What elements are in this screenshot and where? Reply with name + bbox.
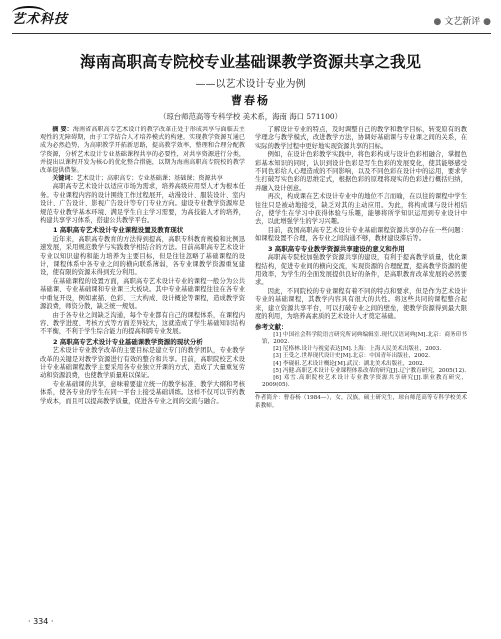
page-header [12,6,491,34]
header-rule [12,33,491,34]
intro-paragraph: 高职高专艺术设计以适应市场为需求，培养高级应用型人才为根本任务。专业课程内容的设计围绕工作过程展开，动漫设计、服装设计、室内设计、广告设计、影视广告设计等专门专业方向。建设专业教学资源库是规范专业教学基本环境、满足学生自主学习需要，为高技能人才的培养，构建共享学习体系，搭建公共教学平台。 [40,183,245,225]
body-paragraph: 专业基础课的共享，意味着要建立统一的教学标准、教学大纲和考核体系，使各专业的学生在同一平台上接受基础训练。这样不仅可以节约教学成本，而且可以提高教学质量，促进各专业之间的交流与融合。 [40,380,245,405]
page-number: · 334 · [28,617,54,626]
body-paragraph: 目前，我国高职高专艺术设计专业基础课程资源共享仍存在一些问题：如课程设置不合理，各专业之间沟通不够，教材建设滞后等。 [255,226,467,243]
author-bio: 作者简介：曹春杨（1984—），女，汉族，硕士研究生，琼台师范高等专科学校美术系教师。 [255,392,467,409]
abstract-text: 海南省高职高专艺术设计的教学改革正处于形成共享与面临去主观性的无障碍期，由于工学结合人才培养模式的构建，实现教学资源互通已成为必然趋势，为高职教学开拓新思路，提高教学效率，整理和合理分配教学资源，分析艺术设计专业基础课程共享的必要性，对共享资源进行分类，并提出以课程开发为核心的优化整合措施，以期为海南高职高专院校的教学改革提供借鉴。 [40,126,245,175]
reference-item: [1] 中国社会科学院语言研究所词典编辑室.现代汉语词典[M].北京：商务印书馆，2002. [262,331,467,345]
bullet-icon: ● [483,17,491,27]
section-label-text: 文艺新评 [444,17,481,27]
body-paragraph: 因此，不同院校的专业课程有着不同的特点和要求，但是作为艺术设计专业的基础课程，其教学内容具有很大的共性。将这些共同的课程整合起来，建立资源共享平台，可以打破专业之间的壁垒，使教学资源得到最大限度的利用，为培养高素质的艺术设计人才奠定基础。 [255,287,467,320]
section-heading-1: 1 高职高专艺术设计专业课程设置及教育现状 [53,226,184,235]
logo-arc-icon [12,6,46,20]
journal-logo-text: 艺术科技 [12,12,69,27]
body-paragraph: 近年来，高职高专教育的方法得到提高，高职专科教育规模和比例迅速发展，采用规范教学与实践教学相结合的方法。目前高职高专艺术设计专业以知识建构和能力培养为主要目标，但是往往忽略了基础课程的设计，课程体系中各专业之间的横向联系薄弱，各专业课教学资源重复建设，使有限的资源未得到充分利用。 [40,235,245,277]
reference-item: [6] 邓雪.高职院校艺术设计专业教学资源共享研究[J].职业教育研究，2009(05). [262,374,467,389]
right-column [255,126,467,616]
body-paragraph: 例如，在设计色彩教学实践中，将色彩构成与设计色彩相融合，掌握色彩基本知识的同时，认识到设计色彩是写生色彩的发展变化，使其能够感受不同色彩给人心理造成的不同影响，以及不同色彩在设计中的运用，要求学生打破写实色彩的思维定式，根据色彩的原理将现实的色彩进行概括归纳，并融入设计创意。 [255,151,467,192]
article-title: 海南高职高专院校专业基础课教学资源共享之我见 [79,53,421,71]
section-heading-3: 3 高职高专专业教学资源共享建设的意义和作用 [268,244,405,253]
article-subtitle: ——以艺术设计专业为例 [195,79,306,90]
reference-item: [2] 尼格林.设计与视觉表达[M].上海：上海人民美术出版社，2003. [273,346,442,353]
author-name: 曹春杨 [231,94,270,107]
author-affiliation: （琼台师范高等专科学校 美术系，海南 海口 571100） [158,112,343,121]
abstract-label: 摘 要： [52,126,73,133]
reference-item: [5] 冯健.高职艺术设计专业课程体系改革的研究[J].辽宁教育研究，2005(12). [273,367,466,374]
references-heading: 参考文献： [255,323,288,332]
section-heading-2: 2 高职高专艺术设计专业基础课教学资源的现状分析 [53,337,203,346]
keywords-text: 艺术设计；高职高专；专业基础课；基础课；资源共享 [76,175,223,183]
bullet-icon: ● [433,17,442,27]
reference-item: [4] 李砚祖.艺术设计概论[M].武汉：湖北美术出版社，2002. [273,360,425,367]
section-label [434,14,491,27]
reference-item: [3] 王受之.世界现代设计史[M].北京：中国青年出版社，2002. [273,353,431,360]
body-paragraph: 在基础课程的设置方面，高职高专艺术设计专业的课程一般分为公共基础课、专业基础课和专业课三大板块。其中专业基础课程往往在各专业中重复开设，例如素描、色彩、三大构成、设计概论等课程，造成教学资源浪费，师资分散，缺乏统一规划。 [40,277,245,311]
keywords-label: 关键词： [52,175,77,183]
left-column [40,126,245,616]
body-paragraph: 了解设计专业的特点，及时调整自己的教学和教学目标，转变原有的教学理念与教学模式，改进教学方法，协调好基础课与专业课之间的关系，在实际的教学过程中更好地实现资源共享的目标。 [255,126,467,150]
journal-logo [12,8,90,30]
body-paragraph: 高职高专院校加强教学资源共享的建设，有利于提高教学质量，优化课程结构，促进专业间的横向交流，实现资源的合理配置，提高教学资源的使用效率，为学生的全面发展提供良好的条件，是高职教育改革发展的必然要求。 [255,254,467,287]
abstract [40,126,245,175]
body-paragraph: 艺术设计专业教学改革的主要目标是建立专门的教学团队，专业教学改革的关键是对教学资源进行有效的整合和共享。目前，高职院校艺术设计专业基础课程教学主要采用各专业独立开课的方式，造成了大量重复劳动和资源浪费，也使教学质量难以保证。 [40,347,245,380]
body-paragraph: 再次，构成课在艺术设计专业中的地位不言而喻，在以往的课程中学生往往只是被动地接受，缺乏对其的主动应用。为此，将构成课与设计相结合，使学生在学习中获得体验与乐趣，能够将所学知识运用到专业设计中去，以此增强学生的学习兴趣。 [255,193,467,226]
body-paragraph: 由于各专业之间缺乏沟通，每个专业都有自己的课程体系，在课程内容、教学进度、考核方式等方面差异较大，这就造成了学生基础知识结构不平衡，不利于学生综合能力的提高和跨专业发展。 [40,311,245,336]
